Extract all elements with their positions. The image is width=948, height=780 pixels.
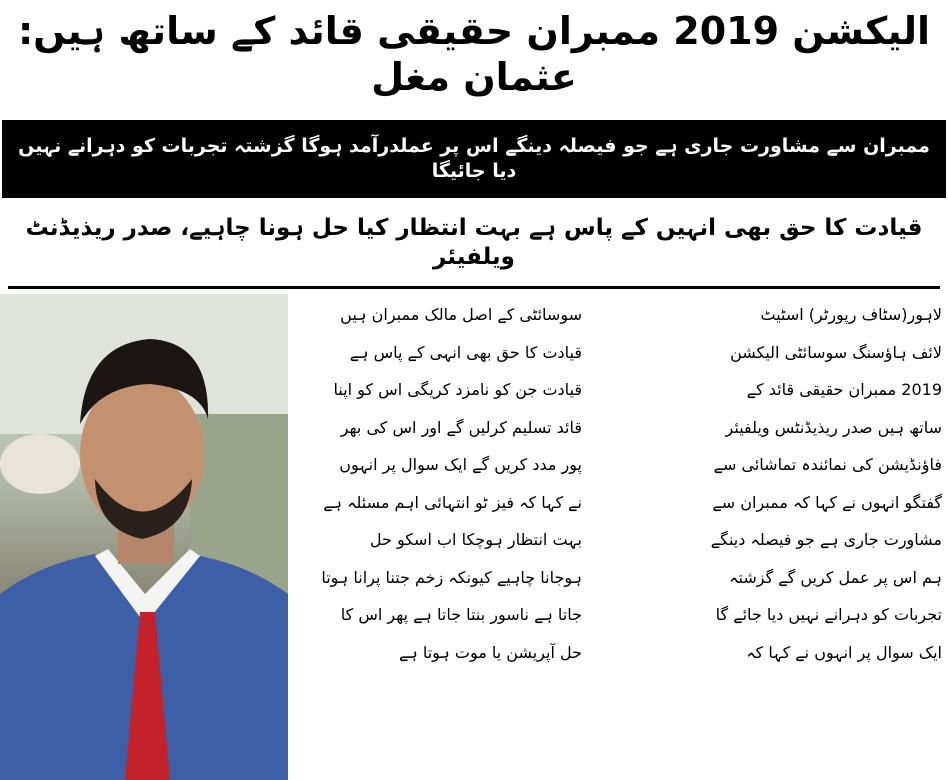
article-line: 2019 ممبران حقیقی قائد کے <box>746 380 942 399</box>
article-line: تجربات کو دہرانے نہیں دیا جائے گا <box>715 605 942 624</box>
article-line: پور مدد کریں گے ایک سوال پر انہوں <box>339 455 582 474</box>
article-line: قیادت جن کو نامزد کریگی اس کو اپنا <box>333 380 582 399</box>
subheadline: قیادت کا حق بھی انہیں کے پاس ہے بہت انتظار کیا حل ہونا چاہیے، صدر ریذیڈنٹ ویلفیئر <box>25 214 923 270</box>
article-line: ہوجانا چاہیے کیونکہ زخم جتنا پرانا ہوتا <box>321 567 582 587</box>
article-line: بہت انتظار ہوچکا اب اسکو حل <box>369 530 582 549</box>
article-column-middle <box>294 296 582 671</box>
article-line: فاؤنڈیشن کی نمائندہ تماشائی سے <box>713 455 942 474</box>
article-line: قیادت کا حق بھی انہی کے پاس ہے <box>349 342 582 362</box>
article-line: سوسائٹی کے اصل مالک ممبران ہیں <box>340 305 582 324</box>
article-line: قائد تسلیم کرلیں گے اور اس کی بھر <box>340 417 582 437</box>
article-column-right <box>592 296 942 671</box>
headline: الیکشن 2019 ممبران حقیقی قائد کے ساتھ ہیں: عثمان مغل <box>17 9 931 99</box>
portrait-photo <box>0 294 288 780</box>
article-line: ہم اس پر عمل کریں گے گزشتہ <box>729 567 942 587</box>
article-line: نے کہا کہ فیز ٹو انتہائی اہم مسئلہ ہے <box>323 492 582 512</box>
article-line: مشاورت جاری ہے جو فیصلہ دینگے <box>710 530 942 549</box>
article-line: گفتگو انہوں نے کہا کہ ممبران سے <box>712 492 942 512</box>
article-line: لاہور(سٹاف رپورٹر) اسٹیٹ <box>760 305 942 324</box>
article-line: حل آپریشن یا موت ہوتا ہے <box>398 642 582 662</box>
article-line: لائف ہاؤسنگ سوسائٹی الیکشن <box>730 342 942 362</box>
article-line: ساتھ ہیں صدر ریذیڈنٹس ویلفیئر <box>725 417 942 437</box>
article-line: ایک سوال پر انہوں نے کہا کہ <box>746 642 942 662</box>
portrait-photo-icon <box>0 294 288 780</box>
article-line: جاتا ہے ناسور بنتا جاتا ہے پھر اس کا <box>340 605 582 624</box>
band-subheadline: ممبران سے مشاورت جاری ہے جو فیصلہ دینگے اس پر عملدرآمد ہوگا گزشتہ تجربات کو دہرانے نہیں دیا جائیگا <box>2 120 946 198</box>
divider-rule <box>8 286 940 289</box>
